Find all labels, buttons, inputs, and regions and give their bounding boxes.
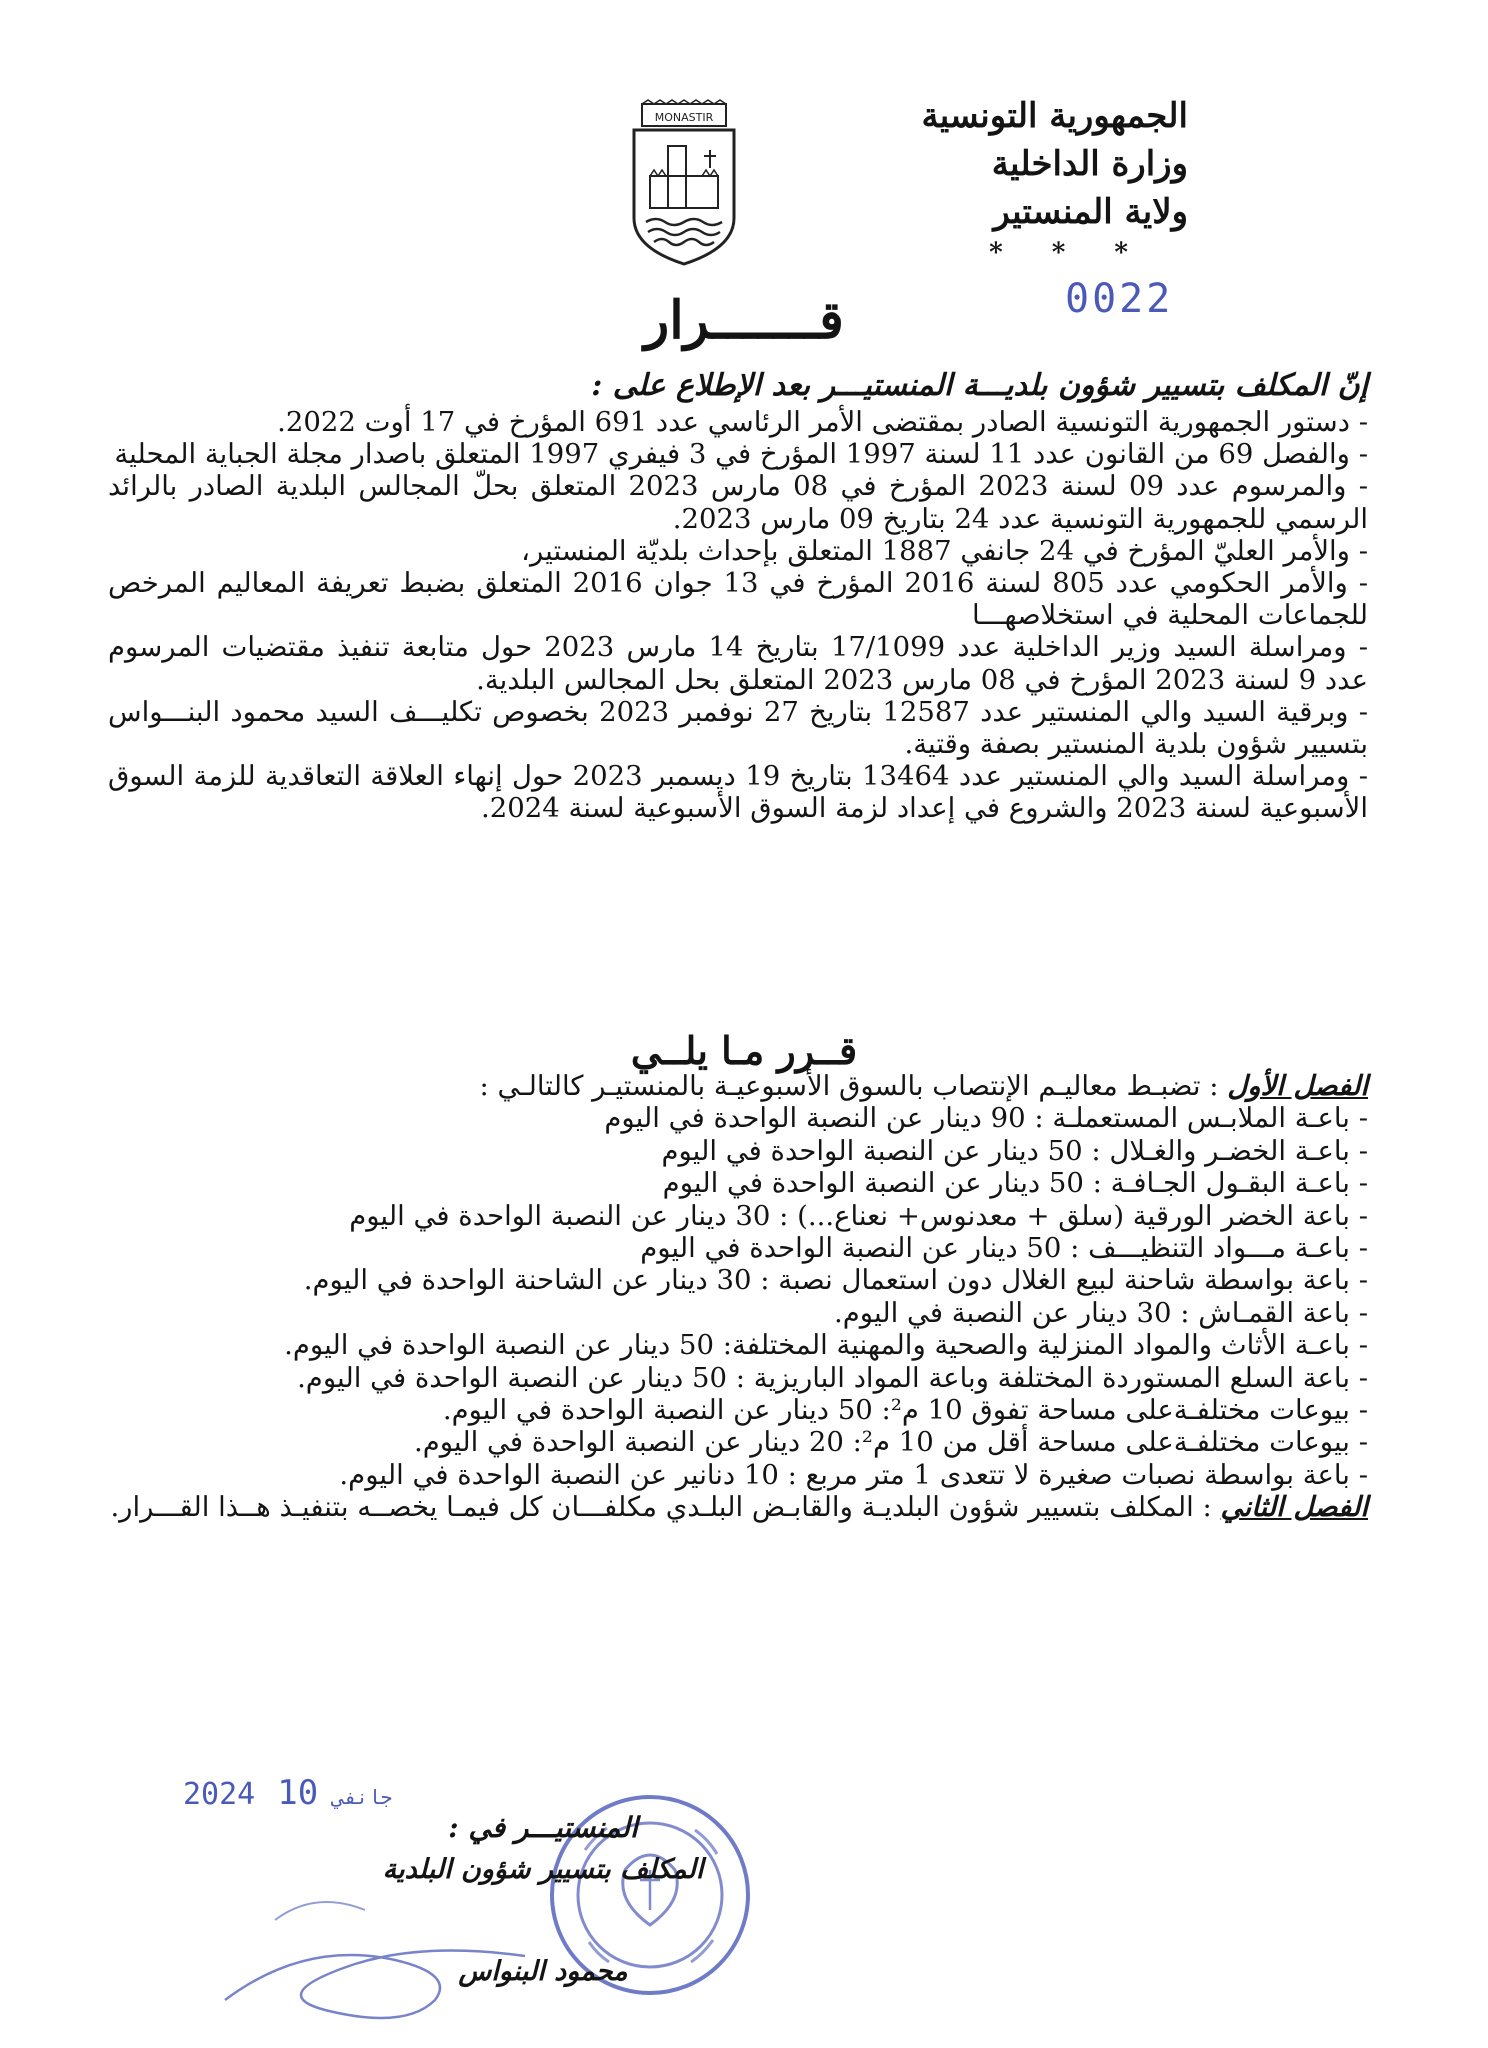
date-stamp [183,1773,392,1813]
consideration-item: - دستور الجمهورية التونسية الصادر بمقتضى الأمر الرئاسي عدد 691 المؤرخ في 17 أوت 2022. [277,406,1368,438]
tariff-item: - باعة السلع المستوردة المختلفة وباعة المواد الباريزية : 50 دينار عن النصبة الواحدة في اليوم. [297,1361,1368,1394]
ministry-name: وزارة الداخلية [991,144,1188,184]
country-name: الجمهورية التونسية [921,96,1188,136]
monastir-emblem [628,98,740,268]
consideration-item: - والفصل 69 من القانون عدد 11 لسنة 1997 المؤرخ في 3 فيفري 1997 المتعلق باصدار مجلة الجباية المحلية [114,438,1368,471]
tariff-item: - باعة الخضر الورقية (سلق + معدنوس+ نعناع...) : 30 دينار عن النصبة الواحدة في اليوم [349,1199,1368,1232]
considerations-list [108,406,1368,825]
tariff-item: - باعـة الملابـس المستعملـة : 90 دينار عن النصبة الواحدة في اليوم [604,1102,1368,1135]
consideration-item: - والأمر الحكومي عدد 805 لسنة 2016 المؤرخ في 13 جوان 2016 المتعلق بضبط تعريفة المعاليم المرخص للجماعات المحلية في استخلاصهـــا [108,567,1369,632]
article-1 [108,1070,1368,1102]
tariff-item: - بيوعات مختلفـةعلى مساحة تفوق 10 م²: 50 دينار عن النصبة الواحدة في اليوم. [442,1394,1368,1427]
date-stamp-month: جانفي [332,1785,393,1809]
tariff-item: - بيوعات مختلفـةعلى مساحة أقل من 10 م²: 20 دينار عن النصبة الواحدة في اليوم. [413,1426,1368,1459]
registration-number-stamp: 0022 [1065,276,1174,322]
article-2-text: : المكلف بتسيير شؤون البلديـة والقابـض البلـدي مكلفـــان كل فيمـا يخصــه بتنفيـذ هــذا القـــرار. [110,1491,1221,1524]
signatory-title: المكلف بتسيير شؤون البلدية [382,1854,704,1885]
preamble-intro: إنّ المكلف بتسيير شؤون بلديـــة المنستيـــر بعد الإطلاع على : [591,368,1368,403]
article-1-label: الفصل الأول [1227,1070,1368,1102]
decision-title: قـــــــرار [644,290,844,351]
article-1-text: : تضبـط معاليـم الإنتصاب بالسوق الأسبوعيـة بالمنستيـر كالتالـي : [479,1070,1228,1102]
tariff-item: - باعة بواسطة شاحنة لبيع الغلال دون استعمال نصبة : 30 دينار عن الشاحنة الواحدة في اليوم. [303,1264,1368,1297]
tariff-item: - باعة بواسطة نصبات صغيرة لا تتعدى 1 متر مربع : 10 دنانير عن النصبة الواحدة في اليوم. [339,1458,1368,1491]
decision-body [108,1070,1368,1524]
tariff-item: - باعة القمـاش : 30 دينار عن النصبة في اليوم. [833,1296,1368,1329]
tariff-item: - باعـة الخضـر والغـلال : 50 دينار عن النصبة الواحدة في اليوم [661,1134,1368,1167]
letterhead [768,92,1188,270]
signature-flourish [215,1880,545,2030]
article-2 [108,1491,1368,1523]
date-stamp-year: 2024 [183,1777,256,1812]
tariff-item: - باعـة البقـول الجـافـة : 50 دينار عن النصبة الواحدة في اليوم [662,1167,1368,1200]
signatory-name: محمود البنواس [458,1956,628,1987]
date-stamp-day: 10 [277,1773,319,1813]
consideration-item: - والمرسوم عدد 09 لسنة 2023 المؤرخ في 08 مارس 2023 المتعلق بحلّ المجالس البلدية الصادر بالرائد الرسمي للجمهورية التونسية عدد 24 بتاريخ 09 مارس 2023. [108,470,1368,535]
article-2-label: الفصل الثاني [1220,1491,1368,1524]
tariff-item: - باعـة مـــواد التنظيـــف : 50 دينار عن النصبة الواحدة في اليوم [640,1232,1368,1265]
tariff-item: - باعـة الأثاث والمواد المنزلية والصحية والمهنية المختلفة: 50 دينار عن النصبة الواحدة في اليوم. [284,1329,1368,1362]
consideration-item: - ومراسلة السيد وزير الداخلية عدد 17/1099 بتاريخ 14 مارس 2023 حول متابعة تنفيذ مقتضيات المرسوم عدد 9 لسنة 2023 المؤرخ في 08 مارس 2023 المتعلق بحل المجالس البلدية. [108,631,1368,696]
svg-text:MONASTIR: MONASTIR [654,111,714,124]
header-stars: * * * [989,238,1148,268]
decision-heading: قــرر مـا يلــي [630,1028,858,1073]
consideration-item: - وبرقية السيد والي المنستير عدد 12587 بتاريخ 27 نوفمبر 2023 بخصوص تكليـــف السيد محمود البنـــواس بتسيير شؤون بلدية المنستير بصفة وقتية. [108,695,1368,761]
signing-place: المنستيـــر في : [448,1811,638,1844]
consideration-item: - والأمر العليّ المؤرخ في 24 جانفي 1887 المتعلق بإحداث بلديّة المنستير، [521,534,1368,567]
governorate-name: ولاية المنستير [993,192,1188,232]
consideration-item: - ومراسلة السيد والي المنستير عدد 13464 بتاريخ 19 ديسمبر 2023 حول إنهاء العلاقة التعاقدية للزمة السوق الأسبوعية لسنة 2023 والشروع في إعداد لزمة السوق الأسبوعية لسنة 2024. [108,760,1368,825]
